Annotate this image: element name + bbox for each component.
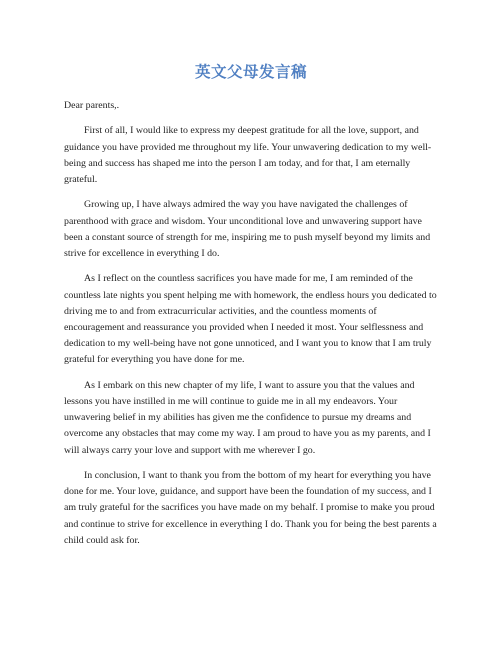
salutation: Dear parents,. — [64, 100, 120, 111]
document-body — [64, 98, 438, 558]
paragraph-2: Growing up, I have always admired the way you have navigated the challenges of parenthood with grace and wisdom. Your unconditional love and unwavering support have been a constant source of strength for me, inspiring me to push myself beyond my limits and strive for excellence in everything I do. — [64, 199, 431, 259]
paragraph-4: As I embark on this new chapter of my life, I want to assure you that the values and lessons you have instilled in me will continue to guide me in all my endeavors. Your unwavering belief in my abilities has given me the confidence to pursue my dreams and overcome any obstacles that may come my way. I am proud to have you as my parents, and I will always carry your love and support with me wherever I go. — [64, 379, 431, 456]
paragraph-5: In conclusion, I want to thank you from the bottom of my heart for everything you have done for me. Your love, guidance, and support have been the foundation of my success, and I am truly grateful for the sacrifices you have made on my behalf. I promise to make you proud and continue to strive for excellence in everything I do. Thank you for being the best parents a child could ask for. — [64, 470, 437, 546]
document-title: 英文父母发言稿 — [194, 63, 307, 81]
paragraph-1: First of all, I would like to express my deepest gratitude for all the love, support, and guidance you have provided me throughout my life. Your unwavering dedication to my well-being and success has shaped me into the person I am today, and for that, I am eternally grateful. — [64, 125, 432, 185]
paragraph-3: As I reflect on the countless sacrifices you have made for me, I am reminded of the countless late nights you spent helping me with homework, the endless hours you dedicated to driving me to and from extracurricular activities, and the countless moments of encouragement and reassurance you provided when I needed it most. Your selflessness and dedication to my well-being have not gone unnoticed, and I want you to know that I am truly grateful for everything you have done for me. — [64, 273, 437, 366]
